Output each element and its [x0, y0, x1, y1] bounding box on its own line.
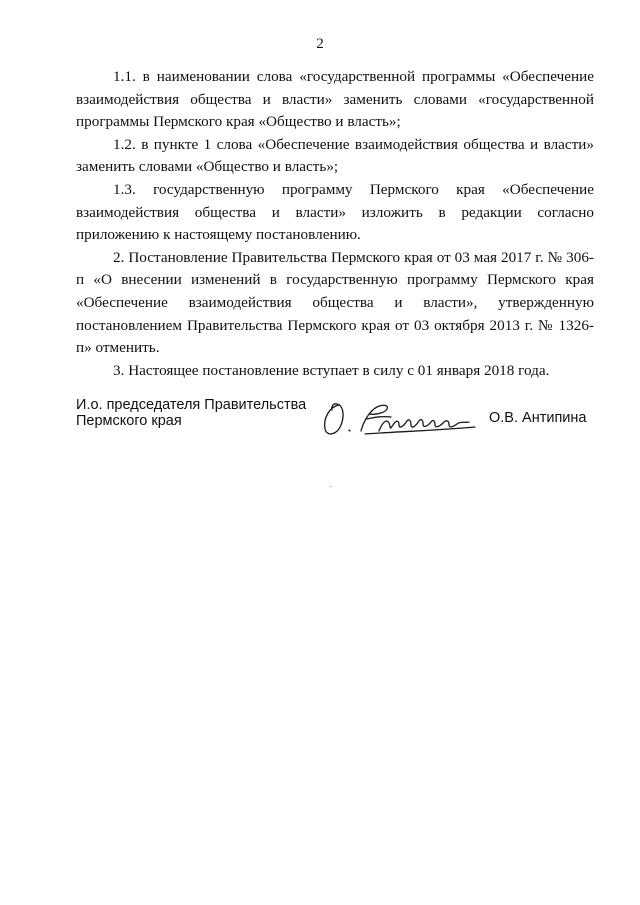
document-body	[76, 66, 594, 382]
paragraph-2: 2. Постановление Правительства Пермского края от 03 мая 2017 г. № 306-п «О внесении изменений в государственную программу Пермского края «Обеспечение взаимодействия общества и власти», утвержденную постановлением Правительства Пермского края от 03 октября 2013 г. № 1326-п» отменить.	[76, 248, 594, 357]
page-number: 2	[316, 36, 324, 52]
paragraph-1-3: 1.3. государственную программу Пермского края «Обеспечение взаимодействия общества и власти» изложить в редакции согласно приложению к настоящему постановлению.	[76, 180, 594, 244]
paragraph-1-2: 1.2. в пункте 1 слова «Обеспечение взаимодействия общества и власти» заменить словами «Общество и власть»;	[76, 135, 594, 176]
signer-title-line-1: И.о. председателя Правительства	[76, 397, 307, 413]
scan-speck	[330, 486, 332, 487]
handwritten-signature	[319, 397, 494, 441]
signer-title-line-2: Пермского края	[76, 413, 182, 429]
signer-name: О.В. Антипина	[489, 410, 587, 426]
paragraph-1-1: 1.1. в наименовании слова «государственной программы «Обеспечение взаимодействия общества и власти» заменить словами «государственной программы Пермского края «Общество и власть»;	[76, 68, 594, 131]
paragraph-3: 3. Настоящее постановление вступает в силу с 01 января 2018 года.	[113, 361, 550, 379]
signer-title	[76, 397, 306, 429]
signature-block	[76, 397, 596, 457]
